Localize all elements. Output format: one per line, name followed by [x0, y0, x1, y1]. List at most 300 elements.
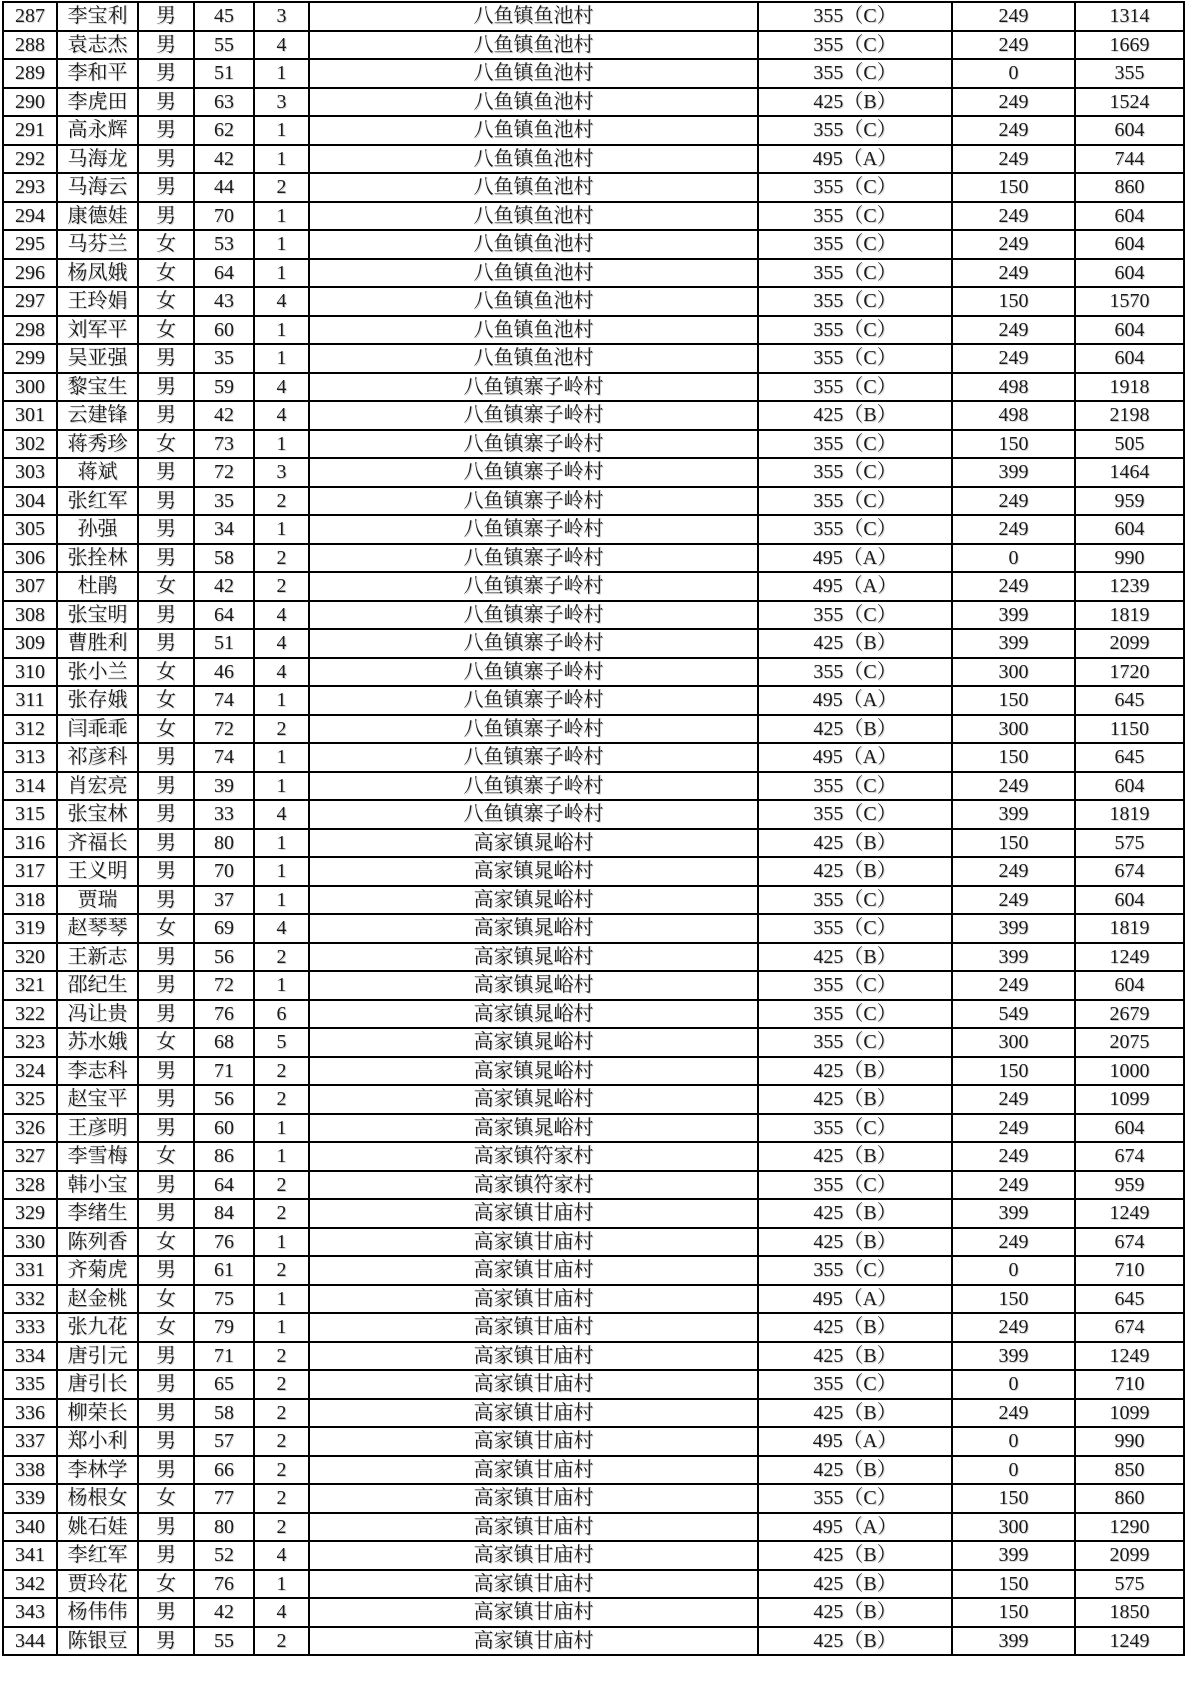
- table-row: [3, 686, 1184, 715]
- gender-cell: 男: [138, 31, 194, 60]
- village-cell: 高家镇甘庙村: [309, 1627, 758, 1656]
- village-cell: 八鱼镇鱼池村: [309, 173, 758, 202]
- household-count-cell: 2: [254, 1513, 309, 1542]
- gender-cell: 男: [138, 1399, 194, 1428]
- serial-cell: 288: [3, 31, 57, 60]
- standard-grade-cell: 355（C）: [758, 1000, 952, 1029]
- household-count-cell: 4: [254, 1541, 309, 1570]
- household-count-cell: 2: [254, 1456, 309, 1485]
- serial-cell: 307: [3, 572, 57, 601]
- gender-cell: 女: [138, 1028, 194, 1057]
- name-cell: 陈列香: [57, 1228, 138, 1257]
- table-row: [3, 1228, 1184, 1257]
- table-row: [3, 1370, 1184, 1399]
- serial-cell: 320: [3, 943, 57, 972]
- gender-cell: 男: [138, 886, 194, 915]
- standard-grade-cell: 425（B）: [758, 857, 952, 886]
- age-cell: 64: [194, 1171, 254, 1200]
- standard-grade-cell: 495（A）: [758, 1513, 952, 1542]
- total-cell: 860: [1075, 1484, 1184, 1513]
- gender-cell: 男: [138, 344, 194, 373]
- serial-cell: 327: [3, 1142, 57, 1171]
- age-cell: 76: [194, 1000, 254, 1029]
- total-cell: 1570: [1075, 287, 1184, 316]
- gender-cell: 女: [138, 1570, 194, 1599]
- standard-grade-cell: 355（C）: [758, 344, 952, 373]
- table-row: [3, 1570, 1184, 1599]
- age-cell: 55: [194, 31, 254, 60]
- table-row: [3, 1142, 1184, 1171]
- gender-cell: 女: [138, 658, 194, 687]
- total-cell: 710: [1075, 1370, 1184, 1399]
- village-cell: 八鱼镇寨子岭村: [309, 515, 758, 544]
- table-row: [3, 88, 1184, 117]
- table-row: [3, 1028, 1184, 1057]
- gender-cell: 女: [138, 259, 194, 288]
- standard-grade-cell: 425（B）: [758, 629, 952, 658]
- serial-cell: 313: [3, 743, 57, 772]
- household-count-cell: 2: [254, 544, 309, 573]
- table-row: [3, 1513, 1184, 1542]
- standard-grade-cell: 355（C）: [758, 886, 952, 915]
- standard-grade-cell: 355（C）: [758, 2, 952, 31]
- gender-cell: 女: [138, 1285, 194, 1314]
- amount-cell: 399: [952, 458, 1075, 487]
- amount-cell: 399: [952, 1627, 1075, 1656]
- total-cell: 860: [1075, 173, 1184, 202]
- name-cell: 王玲娟: [57, 287, 138, 316]
- amount-cell: 249: [952, 31, 1075, 60]
- gender-cell: 男: [138, 1541, 194, 1570]
- total-cell: 645: [1075, 743, 1184, 772]
- serial-cell: 326: [3, 1114, 57, 1143]
- amount-cell: 399: [952, 1541, 1075, 1570]
- serial-cell: 294: [3, 202, 57, 231]
- standard-grade-cell: 425（B）: [758, 1598, 952, 1627]
- household-count-cell: 4: [254, 800, 309, 829]
- age-cell: 44: [194, 173, 254, 202]
- total-cell: 1249: [1075, 943, 1184, 972]
- household-count-cell: 3: [254, 88, 309, 117]
- serial-cell: 341: [3, 1541, 57, 1570]
- serial-cell: 293: [3, 173, 57, 202]
- age-cell: 61: [194, 1256, 254, 1285]
- serial-cell: 297: [3, 287, 57, 316]
- standard-grade-cell: 495（A）: [758, 145, 952, 174]
- serial-cell: 306: [3, 544, 57, 573]
- amount-cell: 249: [952, 1085, 1075, 1114]
- age-cell: 37: [194, 886, 254, 915]
- serial-cell: 343: [3, 1598, 57, 1627]
- table-row: [3, 1627, 1184, 1656]
- total-cell: 744: [1075, 145, 1184, 174]
- village-cell: 高家镇甘庙村: [309, 1370, 758, 1399]
- household-count-cell: 2: [254, 943, 309, 972]
- name-cell: 李虎田: [57, 88, 138, 117]
- serial-cell: 344: [3, 1627, 57, 1656]
- standard-grade-cell: 355（C）: [758, 373, 952, 402]
- age-cell: 80: [194, 829, 254, 858]
- household-count-cell: 1: [254, 1114, 309, 1143]
- standard-grade-cell: 355（C）: [758, 1256, 952, 1285]
- name-cell: 黎宝生: [57, 373, 138, 402]
- amount-cell: 399: [952, 601, 1075, 630]
- name-cell: 李宝利: [57, 2, 138, 31]
- total-cell: 604: [1075, 515, 1184, 544]
- amount-cell: 249: [952, 971, 1075, 1000]
- name-cell: 杨根女: [57, 1484, 138, 1513]
- amount-cell: 0: [952, 1370, 1075, 1399]
- standard-grade-cell: 355（C）: [758, 658, 952, 687]
- name-cell: 柳荣长: [57, 1399, 138, 1428]
- amount-cell: 498: [952, 373, 1075, 402]
- total-cell: 1099: [1075, 1085, 1184, 1114]
- gender-cell: 女: [138, 230, 194, 259]
- amount-cell: 399: [952, 914, 1075, 943]
- gender-cell: 女: [138, 1142, 194, 1171]
- village-cell: 高家镇晁峪村: [309, 1057, 758, 1086]
- name-cell: 李志科: [57, 1057, 138, 1086]
- serial-cell: 330: [3, 1228, 57, 1257]
- total-cell: 2679: [1075, 1000, 1184, 1029]
- age-cell: 34: [194, 515, 254, 544]
- age-cell: 64: [194, 259, 254, 288]
- name-cell: 赵金桃: [57, 1285, 138, 1314]
- name-cell: 齐菊虎: [57, 1256, 138, 1285]
- village-cell: 八鱼镇寨子岭村: [309, 373, 758, 402]
- table-row: [3, 430, 1184, 459]
- serial-cell: 319: [3, 914, 57, 943]
- gender-cell: 女: [138, 1484, 194, 1513]
- household-count-cell: 4: [254, 287, 309, 316]
- age-cell: 56: [194, 943, 254, 972]
- table-row: [3, 601, 1184, 630]
- age-cell: 52: [194, 1541, 254, 1570]
- household-count-cell: 1: [254, 430, 309, 459]
- gender-cell: 男: [138, 1114, 194, 1143]
- gender-cell: 男: [138, 601, 194, 630]
- serial-cell: 311: [3, 686, 57, 715]
- table-row: [3, 1256, 1184, 1285]
- amount-cell: 0: [952, 1456, 1075, 1485]
- age-cell: 84: [194, 1199, 254, 1228]
- gender-cell: 男: [138, 2, 194, 31]
- records-table-body: [3, 2, 1184, 1655]
- standard-grade-cell: 355（C）: [758, 772, 952, 801]
- table-row: [3, 1598, 1184, 1627]
- village-cell: 高家镇甘庙村: [309, 1598, 758, 1627]
- amount-cell: 150: [952, 1057, 1075, 1086]
- table-row: [3, 943, 1184, 972]
- amount-cell: 249: [952, 259, 1075, 288]
- standard-grade-cell: 425（B）: [758, 715, 952, 744]
- village-cell: 八鱼镇鱼池村: [309, 230, 758, 259]
- serial-cell: 308: [3, 601, 57, 630]
- serial-cell: 335: [3, 1370, 57, 1399]
- table-row: [3, 344, 1184, 373]
- amount-cell: 150: [952, 743, 1075, 772]
- name-cell: 冯让贵: [57, 1000, 138, 1029]
- serial-cell: 316: [3, 829, 57, 858]
- age-cell: 74: [194, 743, 254, 772]
- total-cell: 604: [1075, 259, 1184, 288]
- table-row: [3, 1313, 1184, 1342]
- age-cell: 72: [194, 715, 254, 744]
- name-cell: 蒋斌: [57, 458, 138, 487]
- amount-cell: 0: [952, 1256, 1075, 1285]
- household-count-cell: 1: [254, 1228, 309, 1257]
- amount-cell: 549: [952, 1000, 1075, 1029]
- total-cell: 674: [1075, 857, 1184, 886]
- serial-cell: 312: [3, 715, 57, 744]
- total-cell: 645: [1075, 686, 1184, 715]
- household-count-cell: 1: [254, 344, 309, 373]
- amount-cell: 150: [952, 686, 1075, 715]
- records-table: [2, 1, 1185, 1656]
- age-cell: 56: [194, 1085, 254, 1114]
- age-cell: 51: [194, 629, 254, 658]
- household-count-cell: 1: [254, 1313, 309, 1342]
- age-cell: 35: [194, 344, 254, 373]
- village-cell: 高家镇晁峪村: [309, 857, 758, 886]
- name-cell: 云建锋: [57, 401, 138, 430]
- village-cell: 八鱼镇鱼池村: [309, 59, 758, 88]
- village-cell: 高家镇甘庙村: [309, 1513, 758, 1542]
- table-row: [3, 1456, 1184, 1485]
- name-cell: 刘军平: [57, 316, 138, 345]
- village-cell: 高家镇甘庙村: [309, 1399, 758, 1428]
- serial-cell: 296: [3, 259, 57, 288]
- village-cell: 高家镇晁峪村: [309, 886, 758, 915]
- village-cell: 高家镇晁峪村: [309, 1114, 758, 1143]
- gender-cell: 男: [138, 629, 194, 658]
- total-cell: 1524: [1075, 88, 1184, 117]
- table-row: [3, 1427, 1184, 1456]
- household-count-cell: 1: [254, 1570, 309, 1599]
- total-cell: 1819: [1075, 914, 1184, 943]
- age-cell: 51: [194, 59, 254, 88]
- total-cell: 355: [1075, 59, 1184, 88]
- table-row: [3, 629, 1184, 658]
- amount-cell: 399: [952, 1199, 1075, 1228]
- village-cell: 八鱼镇寨子岭村: [309, 658, 758, 687]
- village-cell: 高家镇甘庙村: [309, 1228, 758, 1257]
- age-cell: 70: [194, 857, 254, 886]
- village-cell: 高家镇晁峪村: [309, 1000, 758, 1029]
- amount-cell: 249: [952, 202, 1075, 231]
- gender-cell: 男: [138, 943, 194, 972]
- amount-cell: 249: [952, 1142, 1075, 1171]
- serial-cell: 292: [3, 145, 57, 174]
- table-row: [3, 886, 1184, 915]
- age-cell: 45: [194, 2, 254, 31]
- total-cell: 505: [1075, 430, 1184, 459]
- amount-cell: 0: [952, 544, 1075, 573]
- serial-cell: 303: [3, 458, 57, 487]
- gender-cell: 男: [138, 829, 194, 858]
- table-row: [3, 259, 1184, 288]
- serial-cell: 300: [3, 373, 57, 402]
- serial-cell: 317: [3, 857, 57, 886]
- total-cell: 959: [1075, 487, 1184, 516]
- total-cell: 604: [1075, 230, 1184, 259]
- table-row: [3, 658, 1184, 687]
- total-cell: 1918: [1075, 373, 1184, 402]
- standard-grade-cell: 495（A）: [758, 572, 952, 601]
- village-cell: 八鱼镇鱼池村: [309, 202, 758, 231]
- table-row: [3, 316, 1184, 345]
- total-cell: 604: [1075, 971, 1184, 1000]
- table-row: [3, 373, 1184, 402]
- age-cell: 86: [194, 1142, 254, 1171]
- serial-cell: 314: [3, 772, 57, 801]
- gender-cell: 男: [138, 544, 194, 573]
- age-cell: 79: [194, 1313, 254, 1342]
- standard-grade-cell: 495（A）: [758, 544, 952, 573]
- standard-grade-cell: 355（C）: [758, 487, 952, 516]
- name-cell: 苏水娥: [57, 1028, 138, 1057]
- serial-cell: 318: [3, 886, 57, 915]
- gender-cell: 女: [138, 316, 194, 345]
- standard-grade-cell: 355（C）: [758, 458, 952, 487]
- standard-grade-cell: 425（B）: [758, 943, 952, 972]
- amount-cell: 150: [952, 1570, 1075, 1599]
- name-cell: 齐福长: [57, 829, 138, 858]
- household-count-cell: 2: [254, 1370, 309, 1399]
- serial-cell: 323: [3, 1028, 57, 1057]
- amount-cell: 150: [952, 173, 1075, 202]
- serial-cell: 291: [3, 116, 57, 145]
- amount-cell: 249: [952, 772, 1075, 801]
- village-cell: 高家镇甘庙村: [309, 1285, 758, 1314]
- total-cell: 1720: [1075, 658, 1184, 687]
- age-cell: 70: [194, 202, 254, 231]
- amount-cell: 249: [952, 116, 1075, 145]
- amount-cell: 150: [952, 1285, 1075, 1314]
- gender-cell: 男: [138, 971, 194, 1000]
- total-cell: 575: [1075, 829, 1184, 858]
- table-row: [3, 515, 1184, 544]
- table-row: [3, 1342, 1184, 1371]
- household-count-cell: 2: [254, 173, 309, 202]
- standard-grade-cell: 495（A）: [758, 1427, 952, 1456]
- standard-grade-cell: 495（A）: [758, 1285, 952, 1314]
- amount-cell: 249: [952, 230, 1075, 259]
- age-cell: 42: [194, 1598, 254, 1627]
- table-row: [3, 914, 1184, 943]
- total-cell: 674: [1075, 1142, 1184, 1171]
- village-cell: 高家镇甘庙村: [309, 1541, 758, 1570]
- name-cell: 李雪梅: [57, 1142, 138, 1171]
- village-cell: 高家镇符家村: [309, 1171, 758, 1200]
- gender-cell: 男: [138, 145, 194, 174]
- amount-cell: 300: [952, 658, 1075, 687]
- serial-cell: 328: [3, 1171, 57, 1200]
- age-cell: 74: [194, 686, 254, 715]
- age-cell: 80: [194, 1513, 254, 1542]
- gender-cell: 男: [138, 1370, 194, 1399]
- household-count-cell: 1: [254, 145, 309, 174]
- household-count-cell: 6: [254, 1000, 309, 1029]
- household-count-cell: 2: [254, 1057, 309, 1086]
- serial-cell: 333: [3, 1313, 57, 1342]
- serial-cell: 315: [3, 800, 57, 829]
- table-row: [3, 1484, 1184, 1513]
- amount-cell: 150: [952, 287, 1075, 316]
- amount-cell: 399: [952, 800, 1075, 829]
- age-cell: 64: [194, 601, 254, 630]
- standard-grade-cell: 355（C）: [758, 430, 952, 459]
- standard-grade-cell: 355（C）: [758, 1114, 952, 1143]
- table-row: [3, 715, 1184, 744]
- standard-grade-cell: 355（C）: [758, 971, 952, 1000]
- serial-cell: 290: [3, 88, 57, 117]
- total-cell: 604: [1075, 1114, 1184, 1143]
- name-cell: 祁彦科: [57, 743, 138, 772]
- total-cell: 575: [1075, 1570, 1184, 1599]
- total-cell: 604: [1075, 202, 1184, 231]
- total-cell: 1239: [1075, 572, 1184, 601]
- standard-grade-cell: 425（B）: [758, 1627, 952, 1656]
- age-cell: 69: [194, 914, 254, 943]
- name-cell: 张小兰: [57, 658, 138, 687]
- gender-cell: 女: [138, 914, 194, 943]
- name-cell: 赵宝平: [57, 1085, 138, 1114]
- name-cell: 康德娃: [57, 202, 138, 231]
- total-cell: 1000: [1075, 1057, 1184, 1086]
- amount-cell: 249: [952, 1171, 1075, 1200]
- table-row: [3, 202, 1184, 231]
- gender-cell: 男: [138, 800, 194, 829]
- total-cell: 710: [1075, 1256, 1184, 1285]
- name-cell: 杜鹃: [57, 572, 138, 601]
- household-count-cell: 1: [254, 116, 309, 145]
- village-cell: 高家镇甘庙村: [309, 1484, 758, 1513]
- village-cell: 高家镇甘庙村: [309, 1256, 758, 1285]
- household-count-cell: 1: [254, 1142, 309, 1171]
- gender-cell: 男: [138, 401, 194, 430]
- village-cell: 高家镇甘庙村: [309, 1342, 758, 1371]
- village-cell: 八鱼镇寨子岭村: [309, 430, 758, 459]
- total-cell: 604: [1075, 116, 1184, 145]
- age-cell: 66: [194, 1456, 254, 1485]
- standard-grade-cell: 355（C）: [758, 914, 952, 943]
- standard-grade-cell: 425（B）: [758, 1456, 952, 1485]
- gender-cell: 男: [138, 772, 194, 801]
- amount-cell: 0: [952, 59, 1075, 88]
- total-cell: 990: [1075, 1427, 1184, 1456]
- standard-grade-cell: 355（C）: [758, 116, 952, 145]
- household-count-cell: 1: [254, 857, 309, 886]
- serial-cell: 339: [3, 1484, 57, 1513]
- total-cell: 1314: [1075, 2, 1184, 31]
- table-row: [3, 1114, 1184, 1143]
- table-row: [3, 2, 1184, 31]
- village-cell: 八鱼镇寨子岭村: [309, 629, 758, 658]
- serial-cell: 302: [3, 430, 57, 459]
- village-cell: 高家镇晁峪村: [309, 1085, 758, 1114]
- total-cell: 674: [1075, 1228, 1184, 1257]
- village-cell: 八鱼镇寨子岭村: [309, 572, 758, 601]
- standard-grade-cell: 425（B）: [758, 1142, 952, 1171]
- amount-cell: 150: [952, 430, 1075, 459]
- serial-cell: 289: [3, 59, 57, 88]
- gender-cell: 男: [138, 857, 194, 886]
- serial-cell: 321: [3, 971, 57, 1000]
- standard-grade-cell: 425（B）: [758, 1199, 952, 1228]
- name-cell: 姚石娃: [57, 1513, 138, 1542]
- table-row: [3, 31, 1184, 60]
